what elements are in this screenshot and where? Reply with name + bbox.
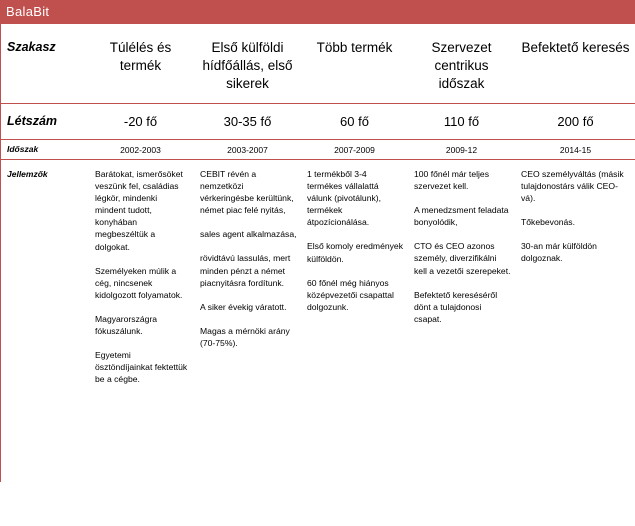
headcount-cell: -20 fő (87, 104, 194, 140)
feature-text: CEO személyváltás (másik tulajdonostárs válik CEO-vá). (521, 169, 624, 204)
feature-text: Személyeken múlik a cég, nincsenek kidolgozott folyamatok. (95, 265, 183, 300)
feature-text: Magas a mérnöki arány (70-75%). (200, 325, 290, 348)
row-label-features: Jellemzők (7, 169, 48, 179)
feature-text: CTO és CEO azonos személy, diverzifikálni kell a vezetői szerepeket. (414, 241, 511, 276)
feature-text: rövidtávú lassulás, mert minden pénzt a német piacnyitásra fordítunk. (200, 253, 291, 288)
feature-text: CEBIT révén a nemzetközi vérkeringésbe kerültünk, német piac felé nyitás, (200, 169, 294, 216)
row-label-stage: Szakasz (1, 24, 87, 104)
feature-text: Első komoly eredmények külföldön. (307, 241, 404, 264)
features-cell (408, 160, 515, 482)
features-cell (87, 160, 194, 482)
features-cell (301, 160, 408, 482)
stage-cell: Több termék (301, 24, 408, 104)
feature-text: 60 főnél még hiányos középvezetői csapattal dolgozunk. (307, 277, 394, 312)
stage-cell: Túlélés és termék (87, 24, 194, 104)
headcount-cell: 200 fő (515, 104, 635, 140)
headcount-cell: 110 fő (408, 104, 515, 140)
row-label-headcount: Létszám (1, 104, 87, 140)
feature-text: Magyarországra fókuszálunk. (95, 313, 158, 337)
stage-cell: Első külföldi hídfőállás, első sikerek (194, 24, 301, 104)
period-cell: 2002-2003 (87, 140, 194, 160)
feature-text: Befektető kereséséről dönt a tulajdonosi csapat. (414, 289, 498, 324)
features-cell (515, 160, 635, 482)
period-cell: 2009-12 (408, 140, 515, 160)
feature-text: 100 főnél már teljes szervezet kell. (414, 169, 489, 192)
features-cell (194, 160, 301, 482)
stage-cell: Befektető keresés (515, 24, 635, 104)
period-cell: 2007-2009 (301, 140, 408, 160)
headcount-cell: 30-35 fő (194, 104, 301, 140)
feature-text: Barátokat, ismerősöket veszünk fel, családias légkör, mindenki mindent tudott, konyhában megbeszéltük a dolgokat. (95, 169, 183, 252)
feature-text: 1 termékből 3-4 termékes vállalattá válunk (pivotálunk), termékek átpozícionálása. (307, 169, 382, 228)
headcount-cell: 60 fő (301, 104, 408, 140)
stage-cell: Szervezet centrikus időszak (408, 24, 515, 104)
period-cell: 2014-15 (515, 140, 635, 160)
period-cell: 2003-2007 (194, 140, 301, 160)
growth-stages-table (0, 24, 635, 482)
company-title: BalaBit (6, 4, 50, 19)
feature-text: A siker évekig váratott. (200, 301, 287, 312)
feature-text: Tőkebevonás. (521, 217, 575, 228)
company-title-bar (0, 0, 635, 24)
feature-text: sales agent alkalmazása, (200, 229, 297, 240)
row-label-period: Időszak (1, 140, 87, 160)
feature-text: A menedzsment feladata bonyolódik, (414, 205, 509, 228)
feature-text: 30-an már külföldön dolgoznak. (521, 241, 597, 264)
feature-text: Egyetemi ösztöndíjainkat fektettük be a cégbe. (95, 350, 188, 385)
